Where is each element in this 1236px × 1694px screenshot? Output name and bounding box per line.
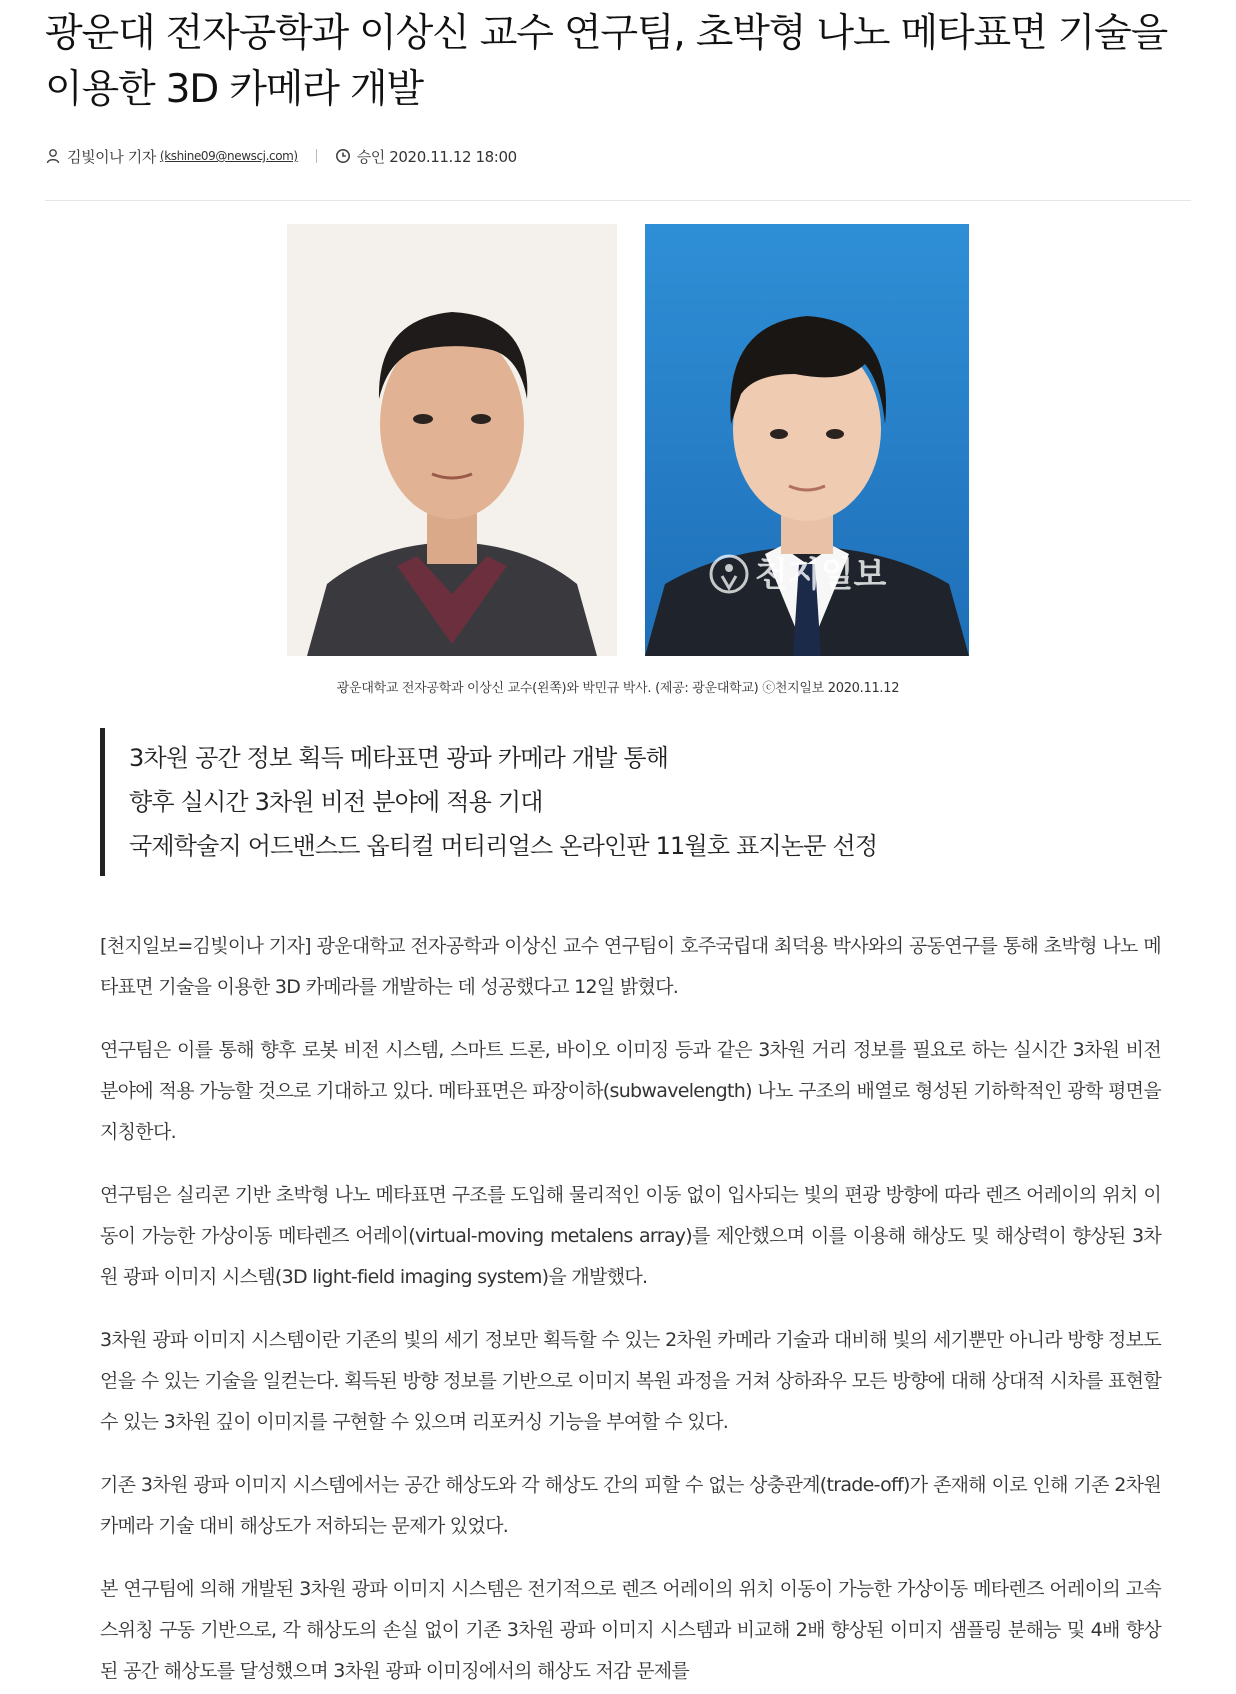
approved-datetime: 승인 2020.11.12 18:00 (356, 147, 517, 166)
body-paragraph: [천지일보=김빛이나 기자] 광운대학교 전자공학과 이상신 교수 연구팀이 호주국립대 최덕용 박사와의 공동연구를 통해 초박형 나노 메타표면 기술을 이용한 3D 카메라를 개발하는 데 성공했다고 12일 밝혔다. (100, 935, 1161, 998)
summary-line: 3차원 공간 정보 획득 메타표면 광파 카메라 개발 통해 (129, 744, 669, 772)
body-paragraph: 본 연구팀에 의해 개발된 3차원 광파 이미지 시스템은 전기적으로 렌즈 어레이의 위치 이동이 가능한 가상이동 메타렌즈 어레이의 고속 스위칭 구동 기반으로, 각 해상도의 손실 없이 기존 3차원 광파 이미지 시스템과 비교해 2배 향상된 이미지 샘플링 분해능 및 4배 향상된 공간 해상도를 달성했으며 3차원 광파 이미징에서의 해상도 저감 문제를 (100, 1578, 1161, 1682)
byline-divider (316, 149, 317, 163)
photo-caption: 광운대학교 전자공학과 이상신 교수(왼쪽)와 박민규 박사. (제공: 광운대학교) ⓒ천지일보 2020.11.12 (336, 681, 900, 696)
article-headline: 광운대 전자공학과 이상신 교수 연구팀, 초박형 나노 메타표면 기술을 이용한 3D 카메라 개발 (45, 11, 1168, 112)
article-summary (100, 728, 1191, 876)
portrait-photo-right (645, 224, 969, 656)
clock-icon (335, 148, 351, 164)
summary-line: 향후 실시간 3차원 비전 분야에 적용 기대 (129, 788, 543, 816)
watermark-text: 천지일보 (755, 555, 887, 595)
summary-line: 국제학술지 어드밴스드 옵티컬 머티리얼스 온라인판 11월호 표지논문 선정 (129, 832, 878, 860)
body-paragraph: 3차원 광파 이미지 시스템이란 기존의 빛의 세기 정보만 획득할 수 있는 2차원 카메라 기술과 대비해 빛의 세기뿐만 아니라 방향 정보도 얻을 수 있는 기술을 일컫는다. 획득된 방향 정보를 기반으로 이미지 복원 과정을 거쳐 상하좌우 모든 방향에 대해 상대적 시차를 표현할 수 있는 3차원 깊이 이미지를 구현할 수 있으며 리포커싱 기능을 부여할 수 있다. (100, 1329, 1161, 1433)
body-paragraph: 기존 3차원 광파 이미지 시스템에서는 공간 해상도와 각 해상도 간의 피할 수 없는 상충관계(trade-off)가 존재해 이로 인해 기존 2차원 카메라 기술 대비 해상도가 저하되는 문제가 있었다. (100, 1474, 1161, 1537)
portrait-photo-left (287, 224, 617, 656)
user-icon (45, 148, 61, 164)
body-paragraph: 연구팀은 이를 통해 향후 로봇 비전 시스템, 스마트 드론, 바이오 이미징 등과 같은 3차원 거리 정보를 필요로 하는 실시간 3차원 비전 분야에 적용 가능할 것으로 기대하고 있다. 메타표면은 파장이하(subwavelength) 나노 구조의 배열로 형성된 기하학적인 광학 평면을 지칭한다. (100, 1039, 1161, 1143)
body-paragraph: 연구팀은 실리콘 기반 초박형 나노 메타표면 구조를 도입해 물리적인 이동 없이 입사되는 빛의 편광 방향에 따라 렌즈 어레이의 위치 이동이 가능한 가상이동 메타렌즈 어레이(virtual-moving metalens array)를 제안했으며 이를 이용해 해상도 및 해상력이 향상된 3차원 광파 이미지 시스템(3D light-field imaging system)을 개발했다. (100, 1184, 1161, 1288)
header-divider (45, 200, 1191, 201)
photo-figure (45, 224, 1191, 664)
author-email-link[interactable]: (kshine09@newscj.com) (159, 149, 298, 163)
byline (45, 144, 1191, 168)
author-name: 김빛이나 기자 (67, 147, 156, 166)
article-body (45, 926, 1191, 1692)
